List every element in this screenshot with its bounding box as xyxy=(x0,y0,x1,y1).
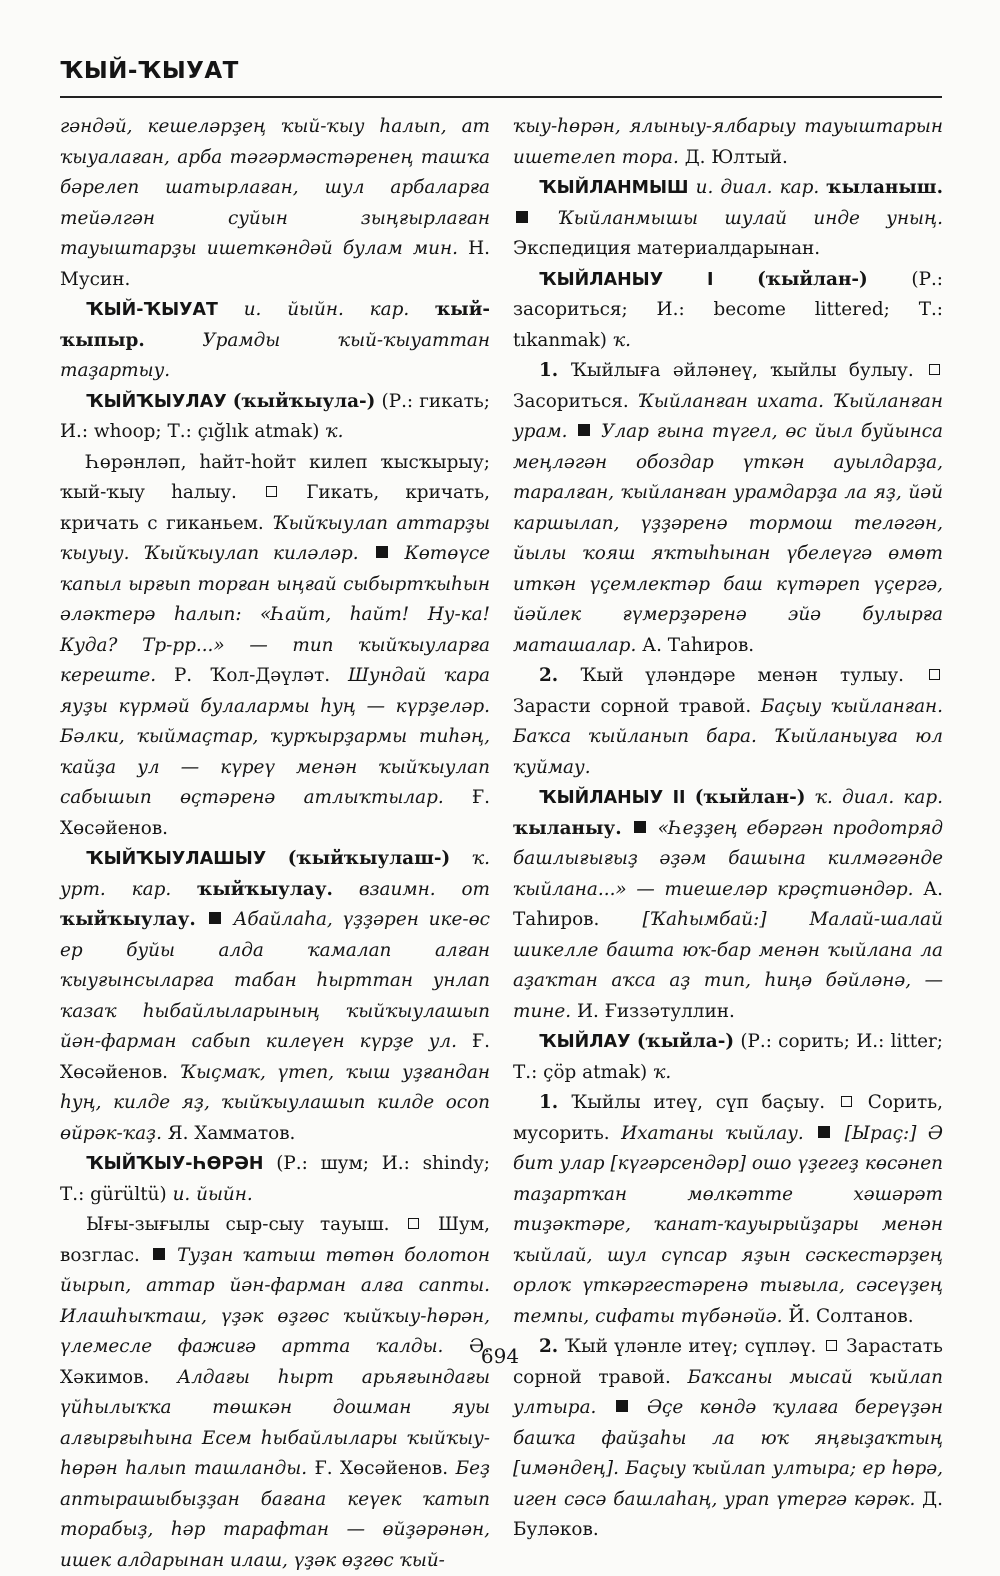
example-text: Көтөүсе ҡапыл ырғып торған ыңғай сыбыртҡыһын әләктерә һалып: «Һайт, һайт! Ну-ка! Куда? Тр-рр...» — тип ҡыйҡыуларға кереште. xyxy=(60,543,490,686)
sense-number: 1. xyxy=(539,360,559,381)
running-head: ҠЫЙ-ҠЫУАТ xyxy=(60,58,239,84)
definition: Ығы-зығылы сыр-сыу тауыш. xyxy=(86,1214,390,1235)
example-text: Улар ғына түгел, өс йыл буйынса меңләгән обоздар үткән ауылдарҙа, таралған, ҡыйланған урамдарҙа ла яҙ, йәй каршылап, үҙҙәренә тормош теләгән, йылы ҡояш яҡтыһынан үбелеүгә өмөт иткән үҫемлектәр баш күтәреп үҫергә, йәйлек ғүмерҙәренә эйә булырға маташалар. xyxy=(513,421,943,656)
example-text: Шундай ҡара яуҙы күрмәй булалармы һуң — күрҙеләр. Бәлки, ҡыймаҫтар, ҡурҡырҙармы тиһәң, ҡайҙа ул — күреү менән ҡыйҡыулап сабышып өҫтәренә атлыҡтылар. xyxy=(60,665,490,808)
synonym: ҡыланыш. xyxy=(826,177,943,198)
open-square-icon xyxy=(266,486,277,497)
headword: ҠЫЙЛАНМЫШ xyxy=(539,178,689,198)
sense-number: 1. xyxy=(539,1092,559,1113)
definition: Һөрәнләп, һайт-һойт килеп ҡысҡырыу; ҡый-ҡыу һалыу. xyxy=(60,451,490,503)
translations: (Р.: засориться; И.: become littered; Т.: tıkanmak) xyxy=(513,268,943,351)
entry-kyilanyu-1-head xyxy=(513,265,943,357)
example-text: ҡыу-һөрән, ялыныу-ялбарыу тауыштарын ишетелеп тора. xyxy=(513,116,943,168)
synonym: ҡыйҡыулау. xyxy=(197,878,333,900)
source: Я. Хамматов. xyxy=(167,1122,296,1144)
black-square-icon xyxy=(209,912,221,924)
black-square-icon xyxy=(578,424,590,436)
open-square-icon xyxy=(841,1096,852,1107)
russian-equivalent: Шум, возглас. xyxy=(60,1214,490,1266)
entry-kyikyulau-head xyxy=(60,387,490,448)
example-text: Баҫыу ҡыйланған. Баҡса ҡыйланып бара. Ҡыйланыуға юл ҡуймау. xyxy=(513,695,943,778)
example-text: Әҫе көндә ҡулаға береүҙән башҡа файҙаһы ла юҡ яңғыҙаҡтың [имәндең]. Баҫыу ҡыйлап ултыра; ер һөрә, иген сәсә башлаһаң, урап үтергә кәрәк. xyxy=(513,1397,943,1510)
definition: Ҡыйлы итеү, сүп баҫыу. xyxy=(571,1092,826,1113)
translations: (Р.: сорить; И.: litter; Т.: çöp atmak) xyxy=(513,1031,943,1083)
grammar-label: ҡ. урт. кар. xyxy=(60,848,490,900)
black-square-icon xyxy=(616,1400,628,1412)
continued-example xyxy=(513,112,943,173)
cross-reference: ҡыйҡыулау. xyxy=(60,909,196,930)
example-text: Алдағы һырт арьяғындағы үйһылыҡҡа төшкән дошман яуы алғырғыһына Есем һыбайлылары ҡыйҡыу-һөрән һалып ташланды. xyxy=(60,1366,490,1479)
translations: (Р.: гикать; И.: whoop; Т.: çığlık atmak) xyxy=(60,390,490,442)
example-text: «Һеҙҙең ебәргән продотряд башлығығыҙ әҙәм башына килмәгәнде ҡыйлана...» — тиешеләр крәҫтиәндәр. xyxy=(513,817,943,900)
entry-kyilanmysh xyxy=(513,173,943,265)
example-text: Ҡыҫмаҡ, үтеп, ҡыш уҙғандан һуң, килде яҙ, ҡыйҡыулашып килде осоп өйрәк-ҡаҙ. xyxy=(60,1061,490,1144)
synonym: ҡыланыу. xyxy=(513,817,622,839)
source: Д. Буләков. xyxy=(513,1488,943,1540)
source: Ә. Хәкимов. xyxy=(60,1336,490,1388)
continued-example xyxy=(60,112,490,295)
example-text: Ихатаны ҡыйлау. xyxy=(621,1122,804,1144)
definition: Ҡый үләнле итеү; сүпләү. xyxy=(564,1336,817,1357)
pos-label: ҡ. xyxy=(653,1061,672,1083)
russian-equivalent: Зарасти сорной травой. xyxy=(513,695,752,717)
definition: Ҡый үләндәре менән тулыу. xyxy=(580,665,904,686)
open-square-icon xyxy=(408,1218,419,1229)
entry-kyilanyu-1-sense-1 xyxy=(513,356,943,661)
pos-label: ҡ. xyxy=(612,329,631,351)
example-text: Туҙан ҡатыш төтөн болотон йырып, аттар йән-фарман алға сапты. Илашһыҡташ, үҙәк өҙгөс ҡыйҡыу-һөрән, үлемесле фажиғә артта ҡалды. xyxy=(60,1244,490,1357)
example-text: Беҙ аптырашыбыҙҙан бағана кеүек ҡатып торабыҙ, һәр тарафтан — өйҙәрәнән, ишек алдарынан илаш, үҙәк өҙгөс ҡый- xyxy=(60,1458,490,1571)
open-square-icon xyxy=(929,669,940,680)
sense-number: 2. xyxy=(539,665,559,686)
source: Д. Юлтый. xyxy=(684,146,788,168)
sense-number: 2. xyxy=(539,1336,559,1357)
source: Н. Мусин. xyxy=(60,238,490,290)
right-column xyxy=(513,112,943,1546)
black-square-icon xyxy=(634,821,646,833)
headword: ҠЫЙ-ҠЫУАТ xyxy=(86,300,218,320)
open-square-icon xyxy=(929,364,940,375)
black-square-icon xyxy=(818,1126,830,1138)
headword: ҠЫЙҠЫУЛАШЫУ xyxy=(86,849,267,869)
stem: (ҡыйҡыулаш-) xyxy=(287,848,451,869)
example-text: Абайлаһа, үҙҙәрен ике-өс ер буйы алда ҡамалап алған ҡыуғынсыларға табан һырттан унлап ҡазаҡ һыбайлыларының ҡыйҡыулашып йән-фарман сабып килеүен күрҙе ул. xyxy=(60,909,490,1052)
example-text: [Ыраҫ:] Ә бит улар [күгәрсендәр] ошо үҙегеҙ көсәнеп таҙартҡан мөлкәтте хәшәрәт тиҙәктәре, ҡанат-ҡауырыйҙары менән ҡыйлай, шул сүпсар яҙын сәскестәрҙең орлоҡ үткәргестәренә тығыла, сәсеүҙең темпы, сифаты түбәнәйә. xyxy=(513,1122,943,1327)
source: И. Ғиззәтуллин. xyxy=(577,1000,735,1022)
russian-equivalent: Гикать, кричать, кричать с гиканьем. xyxy=(60,482,490,534)
russian-equivalent: Сорить, мусорить. xyxy=(513,1092,943,1144)
entry-kyilanyu-1-sense-2 xyxy=(513,661,943,783)
stem: (ҡыйлан-) xyxy=(757,268,868,290)
example-text: Урамды ҡый-ҡыуаттан таҙартыу. xyxy=(60,329,490,381)
grammar-label: и. диал. кар. xyxy=(695,177,820,198)
source: А. Таһиров. xyxy=(642,634,755,656)
entry-kyikyu-horan-body xyxy=(60,1210,490,1576)
example-text: Ҡыйланмышы шулай инде уның. xyxy=(557,207,943,229)
header-rule xyxy=(60,96,942,98)
example-text: Баҡсаны мысай ҡыйлап ултыра. xyxy=(513,1366,943,1418)
source: Р. Ҡол-Дәүләт. xyxy=(173,665,331,686)
headword: ҠЫЙЛАНЫУ I xyxy=(539,269,714,290)
grammar-label: и. йыйн. xyxy=(172,1183,253,1205)
entry-kyilanyu-2 xyxy=(513,783,943,1027)
black-square-icon xyxy=(376,546,388,558)
definition: Ҡыйлыға әйләнеү, ҡыйлы булыу. xyxy=(570,360,914,381)
source: Ғ. Хөсәйенов. xyxy=(60,1031,490,1083)
headword: ҠЫЙҠЫУ-ҺӨРӘН xyxy=(86,1154,264,1174)
entry-kyikyulau-body xyxy=(60,448,490,845)
headword: ҠЫЙЛАУ xyxy=(539,1032,631,1052)
stem: (ҡыйҡыула-) xyxy=(232,390,376,412)
source: Ғ. Хөсәйенов. xyxy=(60,787,490,839)
entry-kyikyulashyu xyxy=(60,844,490,1149)
example-text: [Ҡаһымбай:] Малай-шалай шикелле башта юҡ-бар менән ҡыйлана ла аҙаҡтан аҡса аҙ тип, һиңә бәйләнә, — тине. xyxy=(513,909,943,1022)
example-text: Ҡыйҡыулап аттарҙы ҡыуыу. Ҡыйҡыулап киләләр. xyxy=(60,512,490,564)
page-number: 694 xyxy=(480,1344,520,1368)
source: Й. Солтанов. xyxy=(788,1305,914,1327)
synonym: ҡый-ҡыпыр. xyxy=(60,299,490,351)
russian-equivalent: Засориться. xyxy=(513,390,629,412)
black-square-icon xyxy=(153,1248,165,1260)
stem: (ҡыйла-) xyxy=(636,1031,735,1052)
translations: (Р.: шум; И.: shindy; Т.: gürültü) xyxy=(60,1153,490,1205)
source: Экспедиция материалдарынан. xyxy=(513,238,821,259)
grammar-label: и. йыйн. кар. xyxy=(243,299,410,320)
grammar-label: взаимн. от xyxy=(358,878,490,900)
example-text: Ҡыйланған ихата. Ҡыйланған урам. xyxy=(513,390,943,442)
pos-label: ҡ. xyxy=(325,421,344,442)
grammar-label: ҡ. диал. кар. xyxy=(814,787,943,808)
stem: (ҡыйлан-) xyxy=(694,787,806,808)
headword: ҠЫЙЛАНЫУ II xyxy=(539,788,686,808)
entry-kyilau-head xyxy=(513,1027,943,1088)
entry-kyilau-sense-1 xyxy=(513,1088,943,1332)
source: А. Таһиров. xyxy=(513,878,943,930)
entry-kyi-kyuat xyxy=(60,295,490,387)
example-text: гәндәй, кешеләрҙең ҡый-ҡыу һалып, ат ҡыуалаған, арба тәгәрмәстәренең ташҡа бәрелеп шатырлаған, шул арбаларға тейәлгән суйын зыңғырлаған тауыштарҙы ишеткәндәй булам мин. xyxy=(60,116,490,259)
source: Ғ. Хөсәйенов. xyxy=(314,1458,449,1479)
headword: ҠЫЙҠЫУЛАУ xyxy=(86,391,227,412)
russian-equivalent: Зарастать сорной травой. xyxy=(513,1336,943,1388)
black-square-icon xyxy=(516,211,528,223)
entry-kyikyu-horan-head xyxy=(60,1149,490,1210)
